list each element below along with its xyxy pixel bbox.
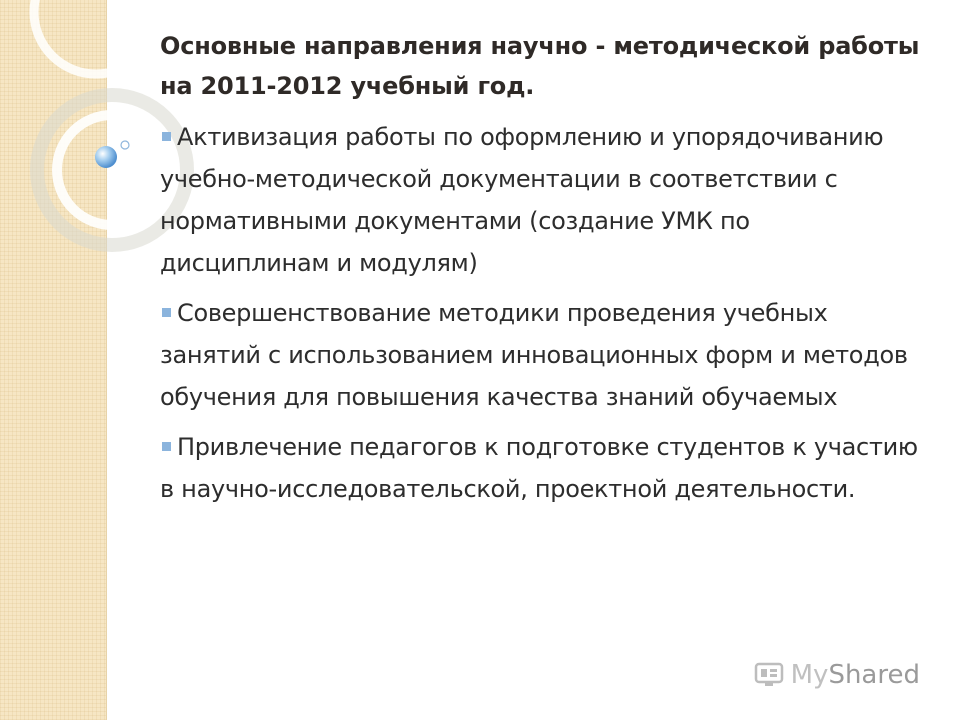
bullet-text: Совершенствование методики проведения учебных занятий с использованием инновационных форм и методов обучения для повышения качества знаний обучаемых xyxy=(160,299,908,411)
bullet-list xyxy=(160,116,920,510)
square-bullet-icon xyxy=(162,132,171,141)
list-item xyxy=(160,292,920,418)
square-bullet-icon xyxy=(162,442,171,451)
blue-bubble-icon xyxy=(95,146,117,168)
myshared-logo-icon xyxy=(753,660,785,690)
list-item xyxy=(160,116,920,284)
watermark-my-text: My xyxy=(790,660,829,690)
slide-title: Основные направления научно - методической работы на 2011-2012 учебный год. xyxy=(160,32,920,100)
list-item xyxy=(160,426,920,510)
square-bullet-icon xyxy=(162,308,171,317)
slide-content xyxy=(160,26,920,518)
watermark-shared-text: Shared xyxy=(828,660,920,690)
myshared-watermark xyxy=(753,660,920,690)
bullet-text: Активизация работы по оформлению и упорядочиванию учебно-методической документации в соответствии с нормативными документами (создание УМК по дисциплинам и модулям) xyxy=(160,123,884,277)
bullet-text: Привлечение педагогов к подготовке студентов к участию в научно-исследовательской, проектной деятельности. xyxy=(160,433,918,503)
